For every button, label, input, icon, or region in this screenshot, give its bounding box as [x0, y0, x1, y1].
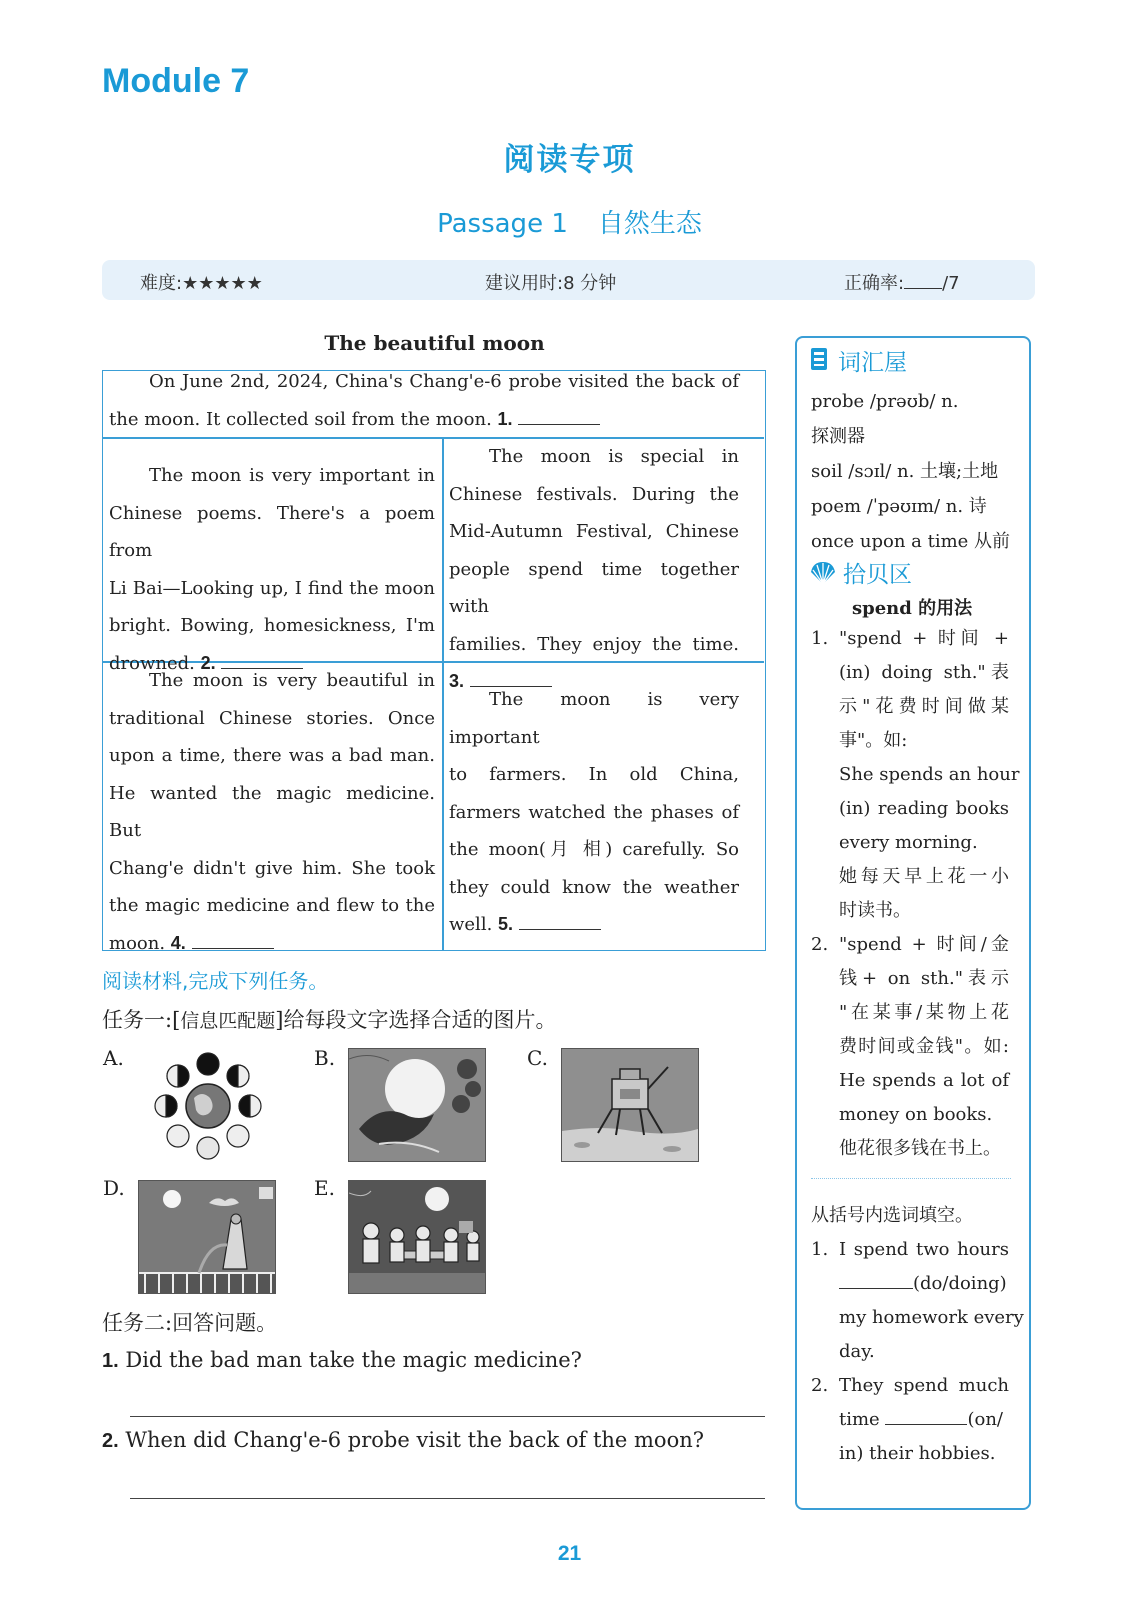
question-text: When did Chang'e-6 probe visit the back of the moon? — [125, 1428, 704, 1452]
blank-number-3: 3. — [449, 671, 465, 691]
page-title: 阅读专项 — [503, 142, 636, 178]
module-title: Module 7 — [102, 62, 250, 100]
paragraph-4 — [109, 662, 435, 962]
text-line: they could know the weather — [449, 876, 739, 898]
usage-line: 费时间或金钱"。如: — [839, 1036, 1009, 1057]
usage-line: 她每天早上花一小 — [839, 866, 1009, 887]
shell-icon — [809, 560, 837, 586]
text-span: drowned. — [109, 652, 195, 674]
answer-blank-5[interactable] — [519, 913, 601, 930]
blank-number-2: 2. — [200, 652, 216, 673]
task-1-heading — [102, 1004, 557, 1034]
text-line — [449, 906, 739, 944]
sidebar-divider — [811, 1178, 1011, 1179]
task-1-type: 信息匹配题 — [180, 1010, 276, 1032]
accuracy-label: 正确率: — [844, 273, 905, 294]
usage-line: 他花很多钱在书上。 — [839, 1138, 1001, 1159]
text-line: families. They enjoy the time. — [449, 633, 739, 655]
vocab-item: 探测器 — [811, 426, 865, 447]
usage-line: "在某事/某物上花 — [839, 1002, 1009, 1023]
usage-line: (in) doing sth."表 — [839, 662, 1009, 683]
usage-title: spend 的用法 — [852, 598, 973, 619]
text-span: moon. — [109, 932, 166, 954]
exercise-line: my homework every — [839, 1307, 1024, 1328]
text-line: farmers watched the phases of — [449, 801, 739, 823]
task-1-suffix: ]给每段文字选择合适的图片。 — [275, 1008, 557, 1032]
question-number: 2. — [102, 1430, 119, 1452]
vocab-item: once upon a time 从前 — [811, 531, 1011, 552]
blank-number-4: 4. — [170, 932, 186, 953]
passage-label: Passage 1 — [437, 209, 568, 239]
paragraph-1 — [109, 363, 739, 438]
poet-night-moon-image[interactable] — [138, 1180, 276, 1294]
task-1-prefix: 任务一:[ — [102, 1008, 181, 1032]
usage-line: He spends a lot of — [839, 1070, 1009, 1091]
exercise-line: I spend two hours — [839, 1239, 1009, 1260]
exercise-1-blank[interactable] — [839, 1272, 913, 1289]
usage-line: money on books. — [839, 1104, 993, 1125]
usage-line: 示"花费时间做某 — [839, 696, 1009, 717]
picture-label-d: D. — [103, 1176, 125, 1200]
text-line: the moon(月 相) carefully. So — [449, 839, 739, 860]
usage-2-number: 2. — [811, 934, 829, 955]
text-line: Chinese poems. There's a poem from — [109, 502, 435, 561]
text-line: to farmers. In old China, — [449, 764, 739, 785]
question-1 — [102, 1348, 582, 1373]
text-line: The moon is special in — [489, 446, 739, 467]
family-festival-image[interactable] — [348, 1180, 486, 1294]
text-line: He wanted the magic medicine. But — [109, 782, 435, 841]
accuracy-blank[interactable] — [904, 272, 942, 289]
picture-label-e: E. — [314, 1176, 335, 1200]
exercise-1-number: 1. — [811, 1239, 829, 1260]
usage-1-number: 1. — [811, 628, 829, 649]
passage-topic: 自然生态 — [597, 209, 702, 239]
exercise-line: day. — [839, 1341, 875, 1362]
question-text: Did the bad man take the magic medicine? — [125, 1348, 582, 1372]
usage-line: "spend + 时间 + — [839, 628, 1009, 649]
text-line: people spend time together with — [449, 558, 739, 617]
answer-blank-1[interactable] — [518, 408, 600, 425]
passage-grid — [102, 370, 766, 954]
text-line: Chang'e didn't give him. She took — [109, 857, 435, 879]
answer-blank-4[interactable] — [192, 932, 274, 949]
vocab-list — [811, 384, 1021, 559]
exercise-line: They spend much — [839, 1375, 1009, 1396]
suggested-time: 建议用时:8 分钟 — [485, 273, 617, 294]
question-2 — [102, 1428, 704, 1453]
text-line: The moon is very important — [449, 689, 739, 748]
picture-label-b: B. — [314, 1046, 336, 1070]
vocab-heading: 词汇屋 — [838, 350, 907, 376]
text-line: upon a time, there was a bad man. — [109, 745, 435, 766]
vocab-item: poem /ˈpəʊɪm/ n. 诗 — [811, 496, 987, 517]
answer-line-1[interactable] — [130, 1416, 765, 1417]
vocab-item: soil /sɔɪl/ n. 土壤;土地 — [811, 461, 999, 482]
accuracy-rate — [844, 269, 960, 295]
text-span: the moon. It collected soil from the moon. — [109, 408, 492, 430]
exercise-title: 从括号内选词填空。 — [811, 1205, 973, 1226]
exercise-line: in) their hobbies. — [839, 1443, 996, 1464]
text-line: The moon is very beautiful in — [149, 670, 435, 691]
text-line: the magic medicine and flew to the — [109, 895, 435, 916]
shell-heading: 拾贝区 — [843, 562, 912, 588]
passage-heading — [0, 203, 1139, 240]
usage-line: 事"。如: — [839, 730, 908, 751]
accuracy-total: /7 — [942, 273, 960, 294]
usage-line: (in) reading books — [839, 798, 1009, 819]
text-line: Mid-Autumn Festival, Chinese — [449, 521, 739, 542]
difficulty-rating: 难度:★★★★★ — [140, 273, 263, 294]
text-line: Li Bai—Looking up, I find the moon — [109, 577, 435, 599]
lunar-lander-image[interactable] — [561, 1048, 699, 1162]
picture-label-c: C. — [527, 1046, 548, 1070]
text-line: On June 2nd, 2024, China's Chang'e-6 probe visited the back of — [149, 371, 739, 392]
text-line — [109, 401, 739, 439]
passage-title: The beautiful moon — [324, 331, 545, 355]
text-span: well. — [449, 914, 493, 935]
question-number: 1. — [102, 1350, 119, 1372]
text-line: traditional Chinese stories. Once — [109, 707, 435, 729]
paragraph-2 — [109, 457, 435, 682]
moon-phases-image[interactable] — [152, 1050, 264, 1162]
task-2-heading: 任务二:回答问题。 — [102, 1311, 278, 1335]
answer-line-2[interactable] — [130, 1498, 765, 1499]
sidebar-panel — [795, 336, 1031, 1510]
grid-divider — [442, 437, 444, 950]
exercise-line — [839, 1266, 1009, 1301]
blank-number-1: 1. — [497, 408, 513, 429]
exercise-line — [839, 1402, 1009, 1437]
usage-line: 钱+ on sth."表示 — [839, 968, 1009, 989]
exercise-2-blank[interactable] — [885, 1408, 967, 1425]
exercise-2-number: 2. — [811, 1375, 829, 1396]
usage-line: every morning. — [839, 832, 978, 853]
text-line: The moon is very important in — [149, 465, 435, 486]
paragraph-5 — [449, 681, 739, 944]
paragraph-3 — [449, 438, 739, 701]
usage-line: She spends an hour — [839, 764, 1020, 785]
text-line — [109, 925, 435, 963]
page-number: 21 — [557, 1542, 582, 1565]
usage-line: 时读书。 — [839, 900, 911, 921]
book-icon — [809, 346, 829, 372]
exercise-text: time — [839, 1409, 880, 1430]
vocab-item: probe /prəʊb/ n. — [811, 391, 959, 412]
picture-label-a: A. — [103, 1046, 124, 1070]
text-line: bright. Bowing, homesickness, I'm — [109, 615, 435, 636]
task-instruction: 阅读材料,完成下列任务。 — [102, 969, 329, 993]
usage-line: "spend + 时间/金 — [839, 934, 1009, 955]
info-bar — [102, 260, 1035, 300]
blank-number-5: 5. — [498, 914, 514, 934]
change-flying-moon-image[interactable] — [348, 1048, 486, 1162]
exercise-option: (on/ — [967, 1409, 1003, 1430]
exercise-option: (do/doing) — [913, 1273, 1007, 1294]
text-line: Chinese festivals. During the — [449, 483, 739, 505]
